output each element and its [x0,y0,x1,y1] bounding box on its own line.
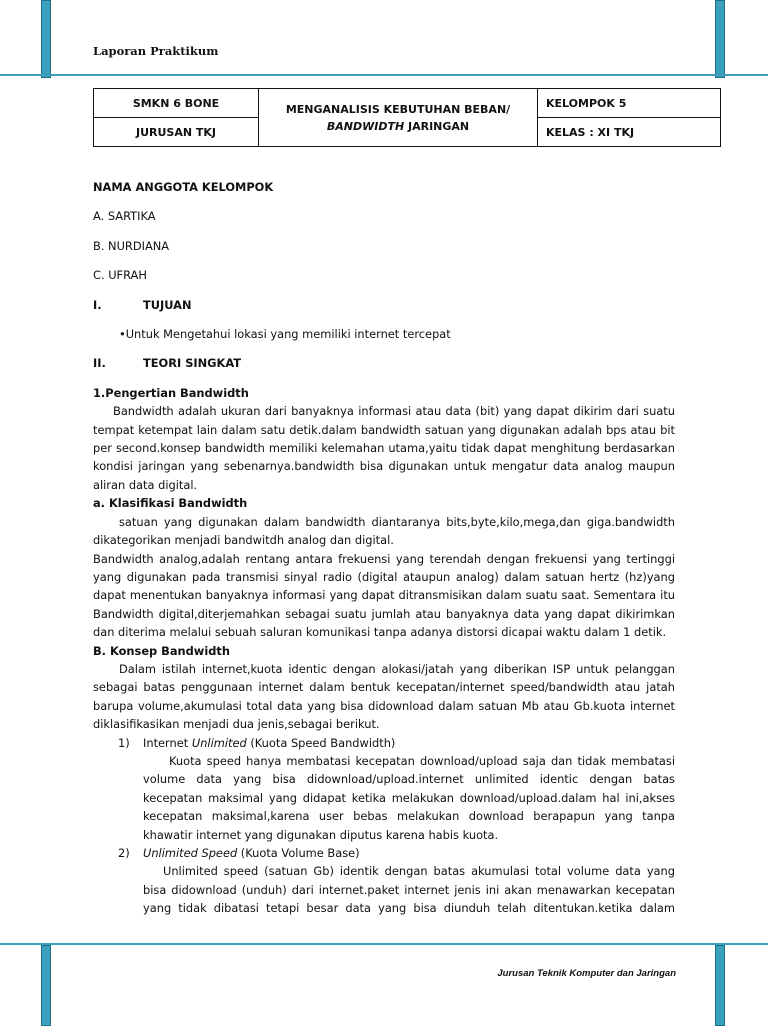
list-item-title: 2) Unlimited Speed (Kuota Volume Base) [118,846,360,860]
paragraph: Bandwidth analog,adalah rentang antara frekuensi yang terendah dengan frekuensi yang tertinggi yang digunakan pada transmisi sinyal radio (digital ataupun analog) dalam satuan hertz (hz)yang dapat menentukan banyaknya informasi yang dapat ditransmisikan dalam suatu saat. Sementara itu Bandwidth digital,diterjemahkan sebagai suatu jumlah atau banyaknya data yang dapat dikirimkan dan diterima melalui sebuah saluran komunikasi tanpa adanya distorsi dicapai waktu dalam 1 detik. [93,551,675,640]
subsection-title: B. Konsep Bandwidth [93,643,230,658]
running-header: Laporan Praktikum [93,44,219,58]
paragraph: satuan yang digunakan dalam bandwidth diantaranya bits,byte,kilo,mega,dan giga.bandwidth dikategorikan menjadi bandwitdh analog dan digital. [93,514,675,548]
members-heading: NAMA ANGGOTA KELOMPOK [93,180,274,194]
member-item: A. SARTIKA [93,209,156,224]
group-cell: KELOMPOK 5 [538,89,721,118]
list-item-text: Kuota speed hanya membatasi kecepatan download/upload saja dan tidak membatasi volume data yang bisa didownload/upload.internet unlimited identic dengan batas kecepatan maksimal yang didapat ketika melakukan download/upload.dalam hal ini,akses kecepatan maksimal,karena user bebas melakukan download berapapun yang tanpa khawatir internet yang digunakan diputus karena habis kuota. [143,753,675,842]
title-line1: MENGANALISIS KEBUTUHAN BEBAN/ [285,102,511,116]
top-right-accent-bar [715,0,725,78]
school-cell: SMKN 6 BONE [94,89,259,118]
document-body [93,178,675,918]
department-cell: JURUSAN TKJ [94,118,259,147]
paragraph: Dalam istilah internet,kuota identic dengan alokasi/jatah yang diberikan ISP untuk pelanggan sebagai batas penggunaan internet dalam bentuk kecepatan/internet speed/bandwidth atau jatah barupa volume,akumulasi total data yang bisa didownload dalam satuan Mb atau Gb.kuota internet diklasifikasikan menjadi dua jenis,sebagai berikut. [93,661,675,732]
bottom-left-accent-bar [41,945,51,1026]
header-table [93,88,721,147]
title-em: BANDWIDTH [326,119,405,133]
bottom-right-accent-bar [715,945,725,1026]
paragraph: Bandwidth adalah ukuran dari banyaknya informasi atau data (bit) yang dapat dikirim dari suatu tempat ketempat lain dalam satu detik.dalam bandwidth satuan yang digunakan adalah bps atau bit per second.konsep bandwidth memiliki kelemahan utama,yaitu tidak dapat menghitung berdasarkan kondisi jaringan yang sebenarnya.bandwidth bisa digunakan untuk mengatur data analog maupun aliran data digital. [93,404,675,492]
member-item: B. NURDIANA [93,238,170,253]
class-cell: KELAS : XI TKJ [538,118,721,147]
bottom-rule [0,943,768,945]
list-item-title: 1) Internet Unlimited (Kuota Speed Bandwidth) [118,735,396,750]
subsection-title: a. Klasifikasi Bandwidth [93,496,248,511]
section-heading-tujuan: I. TUJUAN [93,297,192,312]
subsection-title: 1.Pengertian Bandwidth [93,385,249,400]
objective-bullet: •Untuk Mengetahui lokasi yang memiliki internet tercepat [119,327,451,342]
list-item-text: Unlimited speed (satuan Gb) identik dengan batas akumulasi total volume data yang bisa didownload (unduh) dari internet.paket internet jenis ini akan menawarkan kecepatan yang tidak dibatasi tetapi besar data yang bisa diunduh telah ditentukan.ketika dalam [143,864,675,916]
running-footer: Jurusan Teknik Komputer dan Jaringan [497,968,676,979]
title-rest: JARINGAN [404,119,470,133]
section-heading-teori: II. TEORI SINGKAT [93,356,242,371]
top-rule [0,74,768,76]
title-cell [259,89,538,147]
member-item: C. UFRAH [93,268,147,283]
top-left-accent-bar [41,0,51,78]
